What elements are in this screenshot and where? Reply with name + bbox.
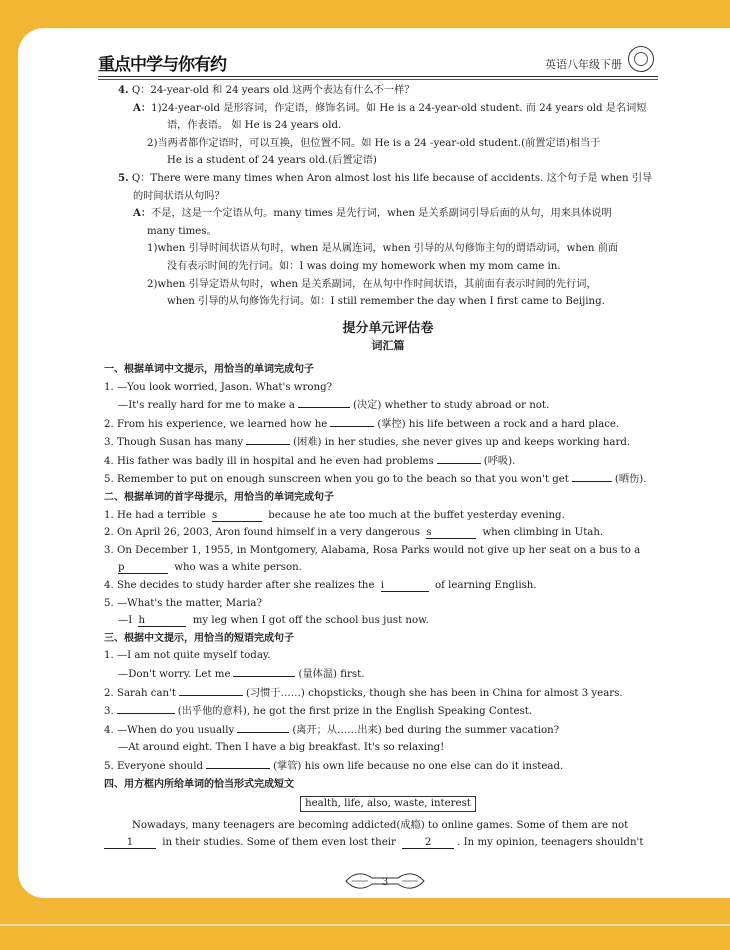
answer-blank[interactable]	[237, 721, 289, 733]
series-logo: 重点中学与你有约	[98, 55, 226, 75]
s3-item-1b: —Don't worry. Let me (量体温) first.	[118, 665, 658, 684]
section-1-heading: 一、根据单词中文提示，用恰当的单词完成句子	[104, 363, 314, 375]
s2-item-3b: p who was a white person.	[118, 562, 302, 574]
answer-blank[interactable]: s	[212, 510, 262, 522]
s3-item-1: 1. —I am not quite myself today.	[104, 650, 271, 662]
answer-blank[interactable]: i	[381, 580, 429, 592]
answer-blank[interactable]	[330, 415, 374, 427]
word-box: health, life, also, waste, interest	[300, 796, 476, 812]
exam-subtitle: 词汇篇	[371, 339, 405, 353]
answer-5-1: 1)when 引导时间状语从句时，when 是从属连词，when 引导的从句修饰主句的谓语动词，when 前面	[147, 243, 619, 255]
s3-item-3: 3. (出乎他的意料), he got the first prize in the English Speaking Contest.	[104, 702, 658, 721]
s2-item-2: 2. On April 26, 2003, Aron found himself in a very dangerous s when climbing in Utah.	[104, 527, 604, 539]
answer-blank[interactable]	[437, 452, 481, 464]
school-seal-icon	[628, 46, 654, 72]
s1-item-4: 4. His father was badly ill in hospital and he even had problems (呼吸).	[104, 452, 658, 471]
section-3-heading: 三、根据中文提示，用恰当的短语完成句子	[104, 632, 294, 644]
s2-item-3: 3. On December 1, 1955, in Montgomery, Alabama, Rosa Parks would not give up her seat on a bus to a	[104, 544, 641, 556]
s3-item-5: 5. Everyone should (掌管) his own life because no one else can do it instead.	[104, 757, 658, 776]
s3-item-4: 4. —When do you usually (离开；从……出来) bed during the summer vacation?	[104, 721, 658, 740]
bottom-strip	[0, 920, 730, 950]
answer-blank[interactable]: h	[138, 615, 186, 627]
answer-4-2b: He is a student of 24 years old.(后置定语)	[167, 155, 377, 167]
section-4-heading: 四、用方框内所给单词的恰当形式完成短文	[104, 778, 294, 790]
word-box-row	[118, 795, 658, 813]
s3-item-2: 2. Sarah can't (习惯于……) chopsticks, though she has been in China for almost 3 years.	[104, 684, 658, 703]
answer-blank[interactable]	[246, 433, 290, 445]
main-content	[104, 82, 658, 852]
passage-line-1: Nowadays, many teenagers are becoming addicted(成瘾) to online games. Some of them are not	[132, 819, 629, 831]
answer-blank[interactable]	[206, 757, 270, 769]
question-5b: 的时间状语从句吗？	[133, 190, 225, 202]
answer-blank[interactable]	[298, 396, 350, 408]
s2-item-5: 5. —What's the matter, Maria?	[104, 597, 262, 609]
answer-blank[interactable]	[572, 470, 612, 482]
s1-item-1b: —It's really hard for me to make a (决定) whether to study abroad or not.	[118, 396, 658, 415]
s1-item-3: 3. Though Susan has many (困难) in her studies, she never gives up and keeps working hard.	[104, 433, 658, 452]
question-4: 4. Q：24-year-old 和 24 years old 这两个表达有什么不一样？	[118, 84, 415, 96]
page-number-badge	[340, 870, 430, 892]
answer-blank[interactable]: s	[426, 527, 476, 539]
answer-blank[interactable]	[233, 665, 295, 677]
s3-item-4b: —At around eight. Then I have a big breakfast. It's so relaxing!	[118, 742, 445, 754]
passage-blank-1[interactable]: 1	[104, 837, 156, 849]
header-divider-thin	[98, 79, 658, 80]
answer-blank[interactable]	[117, 702, 175, 714]
exam-title: 提分单元评估卷	[342, 320, 434, 336]
answer-4-2: 2)当两者都作定语时，可以互换，但位置不同。如 He is a 24 -year-old student.(前置定语)相当于	[147, 137, 601, 149]
s1-item-1: 1. —You look worried, Jason. What's wrong?	[104, 381, 333, 393]
answer-blank[interactable]	[179, 684, 243, 696]
answer-5-0: A：不是，这是一个定语从句。many times 是先行词，when 是关系副词引导后面的从句，用来具体说明	[133, 207, 612, 220]
s2-item-5b: —I h my leg when I got off the school bus just now.	[118, 615, 429, 627]
page-header	[98, 50, 658, 76]
question-5: 5. Q：There were many times when Aron almost lost his life because of accidents. 这个句子是 when 引导	[118, 171, 653, 184]
answer-4-1: A：1)24-year-old 是形容词，作定语，修饰名词。如 He is a 24-year-old student. 而 24 years old 是名词短	[133, 101, 647, 114]
answer-5-2b: when 引导的从句修饰先行词。如：I still remember the day when I first came to Beijing.	[167, 296, 605, 308]
page-number: 3	[381, 877, 389, 888]
passage-line-2: 1 in their studies. Some of them even lost their 2 . In my opinion, teenagers shouldn't	[104, 834, 658, 852]
s1-item-5: 5. Remember to put on enough sunscreen when you go to the beach so that you won't get (晒伤).	[104, 470, 658, 489]
answer-blank[interactable]: p	[118, 562, 168, 574]
book-title: 英语八年级下册	[545, 58, 622, 71]
s2-item-4: 4. She decides to study harder after she realizes the i of learning English.	[104, 580, 537, 592]
answer-5-0b: many times。	[147, 225, 217, 237]
header-divider	[98, 76, 658, 77]
passage-blank-2[interactable]: 2	[402, 837, 454, 849]
s1-item-2: 2. From his experience, we learned how he (掌控) his life between a rock and a hard place.	[104, 415, 658, 434]
section-2-heading: 二、根据单词的首字母提示，用恰当的单词完成句子	[104, 492, 334, 504]
s2-item-1: 1. He had a terrible s because he ate too much at the buffet yesterday evening.	[104, 509, 565, 521]
answer-5-2: 2)when 引导定语从句时，when 是关系副词，在从句中作时间状语，其前面有表示时间的先行词，	[147, 278, 597, 290]
answer-4-1b: 语，作表语。 如 He is 24 years old.	[167, 120, 342, 132]
answer-5-1b: 没有表示时间的先行词。如：I was doing my homework when my mom came in.	[167, 260, 561, 272]
